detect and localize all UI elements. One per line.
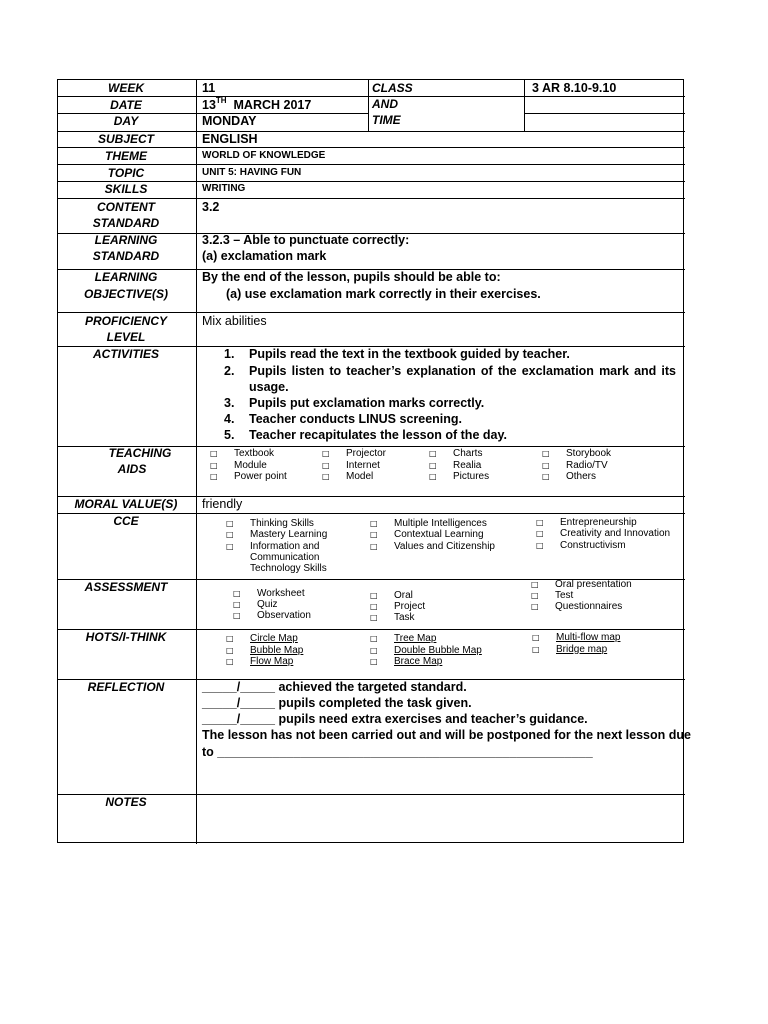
checkbox-icon[interactable]: □ [210, 472, 218, 481]
activity-item: Pupils read the text in the textbook guided by teacher. [249, 347, 570, 361]
teaching-aid-option: Model [346, 471, 374, 482]
hots-option: Multi-flow map [556, 632, 621, 643]
checkbox-icon[interactable]: □ [532, 644, 540, 654]
checkbox-icon[interactable]: □ [210, 460, 218, 470]
skills-label: SKILLS [104, 182, 148, 196]
notes-label: NOTES [105, 795, 147, 809]
date-label: DATE [110, 98, 142, 112]
checkbox-icon[interactable]: □ [370, 657, 378, 666]
class-time-value: 3 AR 8.10-9.10 [532, 81, 617, 95]
content-standard-label: STANDARD [92, 216, 160, 230]
hots-option: Bridge map [556, 643, 608, 655]
class-time-label: TIME [372, 113, 401, 127]
column-divider [524, 80, 525, 131]
theme-label: THEME [105, 149, 147, 163]
hots-option: Circle Map [250, 633, 298, 644]
cce-option: Thinking Skills [250, 518, 314, 529]
teaching-aid-option: Textbook [234, 448, 275, 459]
activity-item: Pupils put exclamation marks correctly. [249, 396, 485, 410]
teaching-aid-option: Module [234, 459, 267, 471]
teaching-aid-option: Internet [346, 459, 380, 471]
learning-standard-label: LEARNING [94, 233, 158, 247]
checkbox-icon[interactable]: □ [226, 645, 234, 655]
reflection-line: _____/_____ achieved the targeted standard. [202, 680, 467, 694]
proficiency-label: PROFICIENCY [84, 314, 167, 328]
activity-number: 4. [224, 412, 235, 426]
skills-value: WRITING [202, 183, 246, 194]
subject-value: ENGLISH [202, 132, 258, 146]
activity-number: 1. [224, 347, 235, 361]
moral-values-value: friendly [202, 497, 243, 511]
teaching-aids-label: TEACHING [108, 446, 172, 460]
checkbox-icon[interactable]: □ [370, 613, 378, 623]
assessment-option: Observation [257, 610, 311, 622]
checkbox-icon[interactable]: □ [531, 591, 539, 601]
theme-value: WORLD OF KNOWLEDGE [202, 150, 326, 161]
date-value: 13TH MARCH 2017 [202, 96, 312, 112]
checkbox-icon[interactable]: □ [542, 449, 550, 458]
checkbox-icon[interactable]: □ [322, 449, 330, 458]
cce-option: Values and Citizenship [394, 540, 495, 552]
cce-option: Mastery Learning [250, 529, 328, 541]
content-standard-value: 3.2 [202, 200, 220, 214]
checkbox-icon[interactable]: □ [322, 460, 330, 470]
teaching-aids-label: AIDS [117, 462, 147, 476]
checkbox-icon[interactable]: □ [536, 540, 544, 550]
checkbox-icon[interactable]: □ [542, 472, 550, 481]
checkbox-icon[interactable]: □ [370, 519, 378, 528]
teaching-aid-option: Realia [453, 459, 482, 471]
checkbox-icon[interactable]: □ [233, 600, 241, 610]
reflection-line: to ______________________________________________________ [202, 745, 593, 759]
teaching-aid-option: Storybook [566, 448, 612, 459]
assessment-option: Questionnaires [555, 601, 623, 613]
assessment-option: Worksheet [257, 588, 305, 599]
content-standard-label: CONTENT [97, 200, 155, 214]
moral-values-label: MORAL VALUE(S) [74, 497, 178, 511]
class-time-label: CLASS [372, 81, 413, 95]
objective-intro: By the end of the lesson, pupils should be able to: [202, 270, 501, 284]
checkbox-icon[interactable]: □ [370, 645, 378, 655]
activity-item-continued: usage. [249, 380, 289, 394]
activities-label: ACTIVITIES [92, 347, 159, 361]
checkbox-icon[interactable]: □ [210, 449, 218, 458]
cce-option: Contextual Learning [394, 529, 484, 541]
teaching-aid-option: Charts [453, 448, 483, 459]
teaching-aid-option: Projector [346, 448, 387, 459]
hots-option: Bubble Map [250, 644, 304, 656]
teaching-aid-option: Others [566, 471, 597, 482]
hots-label: HOTS/I-THINK [85, 630, 167, 644]
checkbox-icon[interactable]: □ [542, 460, 550, 470]
reflection-label: REFLECTION [87, 680, 165, 694]
cce-option: Constructivism [560, 539, 626, 551]
checkbox-icon[interactable]: □ [429, 472, 437, 481]
day-label: DAY [113, 114, 139, 128]
reflection-line: The lesson has not been carried out and will be postponed for the next lesson due [202, 728, 691, 742]
learning-standard-value: 3.2.3 – Able to punctuate correctly: [202, 233, 410, 247]
activity-number: 3. [224, 396, 235, 410]
cce-option: Communication [250, 551, 320, 563]
topic-value: UNIT 5: HAVING FUN [202, 167, 302, 178]
assessment-option: Test [555, 590, 574, 602]
learning-objective-label: LEARNING [94, 270, 158, 284]
checkbox-icon[interactable]: □ [429, 460, 437, 470]
learning-objective-label: OBJECTIVE(S) [83, 287, 168, 301]
checkbox-icon[interactable]: □ [322, 472, 330, 481]
assessment-option: Project [394, 601, 426, 613]
checkbox-icon[interactable]: □ [370, 602, 378, 612]
hots-option: Flow Map [250, 656, 294, 667]
checkbox-icon[interactable]: □ [226, 530, 234, 540]
proficiency-value: Mix abilities [202, 314, 267, 328]
day-value: MONDAY [202, 114, 257, 128]
assessment-option: Task [394, 612, 415, 624]
checkbox-icon[interactable]: □ [370, 591, 378, 600]
checkbox-icon[interactable]: □ [226, 657, 234, 666]
checkbox-icon[interactable]: □ [233, 611, 241, 621]
cce-option: Information and [250, 540, 320, 552]
checkbox-icon[interactable]: □ [532, 633, 540, 642]
checkbox-icon[interactable]: □ [370, 530, 378, 540]
learning-standard-label: STANDARD [92, 249, 160, 263]
assessment-option: Quiz [257, 599, 278, 611]
learning-standard-value: (a) exclamation mark [202, 249, 327, 263]
cce-option: Creativity and Innovation [560, 528, 671, 540]
hots-option: Tree Map [394, 633, 437, 644]
checkbox-icon[interactable]: □ [226, 634, 234, 643]
activity-number: 5. [224, 428, 235, 442]
reflection-line: _____/_____ pupils completed the task given. [202, 696, 472, 710]
activity-item: Teacher recapitulates the lesson of the day. [249, 428, 507, 442]
checkbox-icon[interactable]: □ [370, 541, 378, 551]
teaching-aid-option: Pictures [453, 471, 490, 482]
class-time-label: AND [372, 97, 398, 111]
checkbox-icon[interactable]: □ [536, 518, 544, 527]
cce-option: Technology Skills [250, 563, 327, 575]
assessment-option: Oral presentation [555, 579, 632, 590]
week-label: WEEK [108, 81, 144, 95]
subject-label: SUBJECT [97, 132, 154, 146]
activity-item: Pupils listen to teacher’s explanation of the exclamation mark and its [249, 364, 676, 378]
checkbox-icon[interactable]: □ [233, 589, 241, 598]
teaching-aid-option: Radio/TV [566, 459, 608, 471]
cce-label: CCE [113, 514, 139, 528]
cce-option: Multiple Intelligences [394, 518, 487, 529]
hots-option: Brace Map [394, 656, 443, 667]
column-divider [368, 80, 369, 131]
week-value: 11 [202, 81, 216, 95]
hots-option: Double Bubble Map [394, 644, 482, 656]
reflection-line: _____/_____ pupils need extra exercises and teacher’s guidance. [202, 712, 588, 726]
topic-label: TOPIC [107, 166, 145, 180]
activity-item: Teacher conducts LINUS screening. [249, 412, 463, 426]
checkbox-icon[interactable]: □ [536, 529, 544, 539]
objective-item: (a) use exclamation mark correctly in their exercises. [226, 287, 541, 301]
checkbox-icon[interactable]: □ [226, 519, 234, 528]
assessment-label: ASSESSMENT [84, 580, 168, 594]
checkbox-icon[interactable]: □ [429, 449, 437, 458]
proficiency-label: LEVEL [106, 330, 146, 344]
cce-option: Entrepreneurship [560, 517, 637, 528]
checkbox-icon[interactable]: □ [370, 634, 378, 643]
teaching-aid-option: Power point [234, 471, 287, 482]
assessment-option: Oral [394, 590, 413, 601]
checkbox-icon[interactable]: □ [531, 602, 539, 612]
row-divider [524, 113, 685, 114]
checkbox-icon[interactable]: □ [531, 580, 539, 589]
activity-number: 2. [224, 364, 235, 378]
checkbox-icon[interactable]: □ [226, 541, 234, 551]
